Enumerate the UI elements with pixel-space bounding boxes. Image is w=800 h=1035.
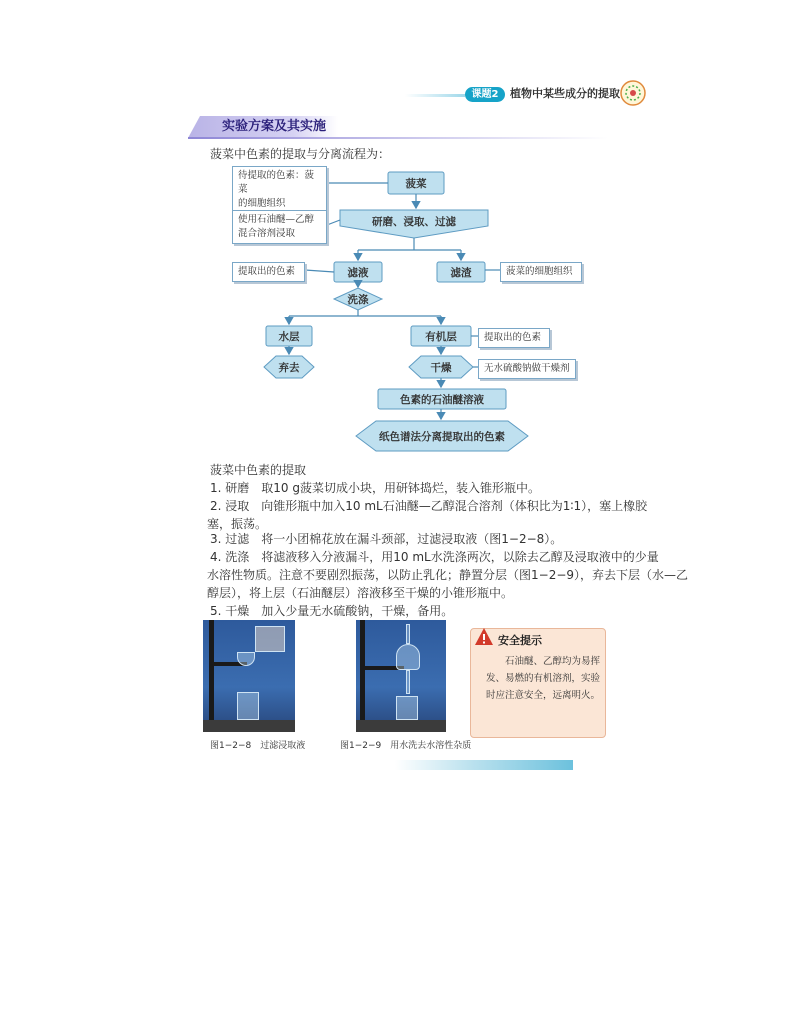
step-5: 5. 干燥 加入少量无水硫酸钠，干燥，备用。	[210, 604, 454, 618]
step-1: 1. 研磨 取10 g菠菜切成小块，用研钵捣烂，装入锥形瓶中。	[210, 481, 540, 495]
safety-body: 石油醚、乙醇均为易挥发、易燃的有机溶剂，实验时应注意安全，远离明火。	[486, 656, 601, 701]
node-wash: 洗涤	[347, 294, 369, 306]
node-organic-layer: 有机层	[425, 331, 457, 343]
node-filtrate: 滤液	[347, 267, 369, 279]
header-title: 植物中某些成分的提取	[510, 87, 620, 100]
node-grind: 研磨、浸取、过滤	[372, 216, 456, 228]
note-source-line1: 待提取的色素：菠菜	[238, 170, 315, 195]
node-solution: 色素的石油醚溶液	[400, 394, 484, 406]
funnel-stopper	[406, 624, 410, 644]
note-solvent	[232, 210, 327, 244]
step-4-cont1: 水溶性物质。注意不要剧烈振荡，以防止乳化；静置分层（图1−2−9），弃去下层（水—乙	[207, 568, 689, 582]
step-2: 2. 浸取 向锥形瓶中加入10 mL石油醚—乙醇混合溶剂（体积比为1∶1），塞上橡胶	[210, 499, 648, 513]
step-4-cont2: 醇层），将上层（石油醚层）溶液移至干燥的小锥形瓶中。	[207, 586, 514, 600]
node-dry: 干燥	[430, 362, 452, 374]
funnel	[237, 652, 255, 666]
note-residue: 菠菜的细胞组织	[500, 262, 582, 282]
funnel-stem	[406, 670, 410, 694]
retort-stand-rod-2	[360, 620, 365, 732]
figure-caption-1: 图1−2−8 过滤浸取液	[210, 741, 306, 751]
retort-base-2	[356, 720, 446, 732]
safety-title: 安全提示	[498, 634, 542, 647]
note-drying-agent: 无水硫酸钠做干燥剂	[478, 359, 576, 379]
beaker	[237, 692, 259, 720]
figure-caption-2: 图1−2−9 用水洗去水溶性杂质	[340, 741, 472, 751]
node-spinach: 菠菜	[405, 178, 427, 190]
node-chromatography: 纸色谱法分离提取出的色素	[379, 431, 505, 443]
note-source-line2: 的细胞组织	[238, 198, 286, 209]
photo-filtration	[203, 620, 295, 732]
retort-base	[203, 720, 295, 732]
flow-intro: 菠菜中色素的提取与分离流程为：	[210, 147, 391, 161]
pouring-hand	[255, 626, 285, 652]
note-solvent-line2: 混合溶剂浸取	[238, 228, 296, 239]
photo-separatory-funnel	[356, 620, 446, 732]
node-discard: 弃去	[278, 362, 300, 374]
step-2-cont: 塞，振荡。	[207, 517, 268, 531]
retort-stand-rod	[209, 620, 214, 732]
step-4: 4. 洗涤 将滤液移入分液漏斗，用10 mL水洗涤两次，以除去乙醇及浸取液中的少量	[210, 550, 659, 564]
node-residue: 滤渣	[450, 267, 472, 279]
note-solvent-line1: 使用石油醚—乙醇	[238, 214, 315, 225]
section-title: 实验方案及其实施	[222, 119, 327, 134]
footer-decor-bar	[395, 760, 573, 770]
topic-badge: 课题2	[465, 87, 505, 102]
note-source	[232, 166, 327, 214]
node-water-layer: 水层	[278, 331, 300, 343]
note-extracted-right: 提取出的色素	[478, 328, 550, 348]
step-3: 3. 过滤 将一小团棉花放在漏斗颈部，过滤浸取液（图1−2−8）。	[210, 532, 563, 546]
procedure-heading: 菠菜中色素的提取	[210, 463, 307, 477]
note-extracted-left: 提取出的色素	[232, 262, 305, 282]
warning-icon	[474, 627, 494, 647]
beaker-2	[396, 696, 418, 720]
separatory-funnel	[396, 644, 420, 670]
